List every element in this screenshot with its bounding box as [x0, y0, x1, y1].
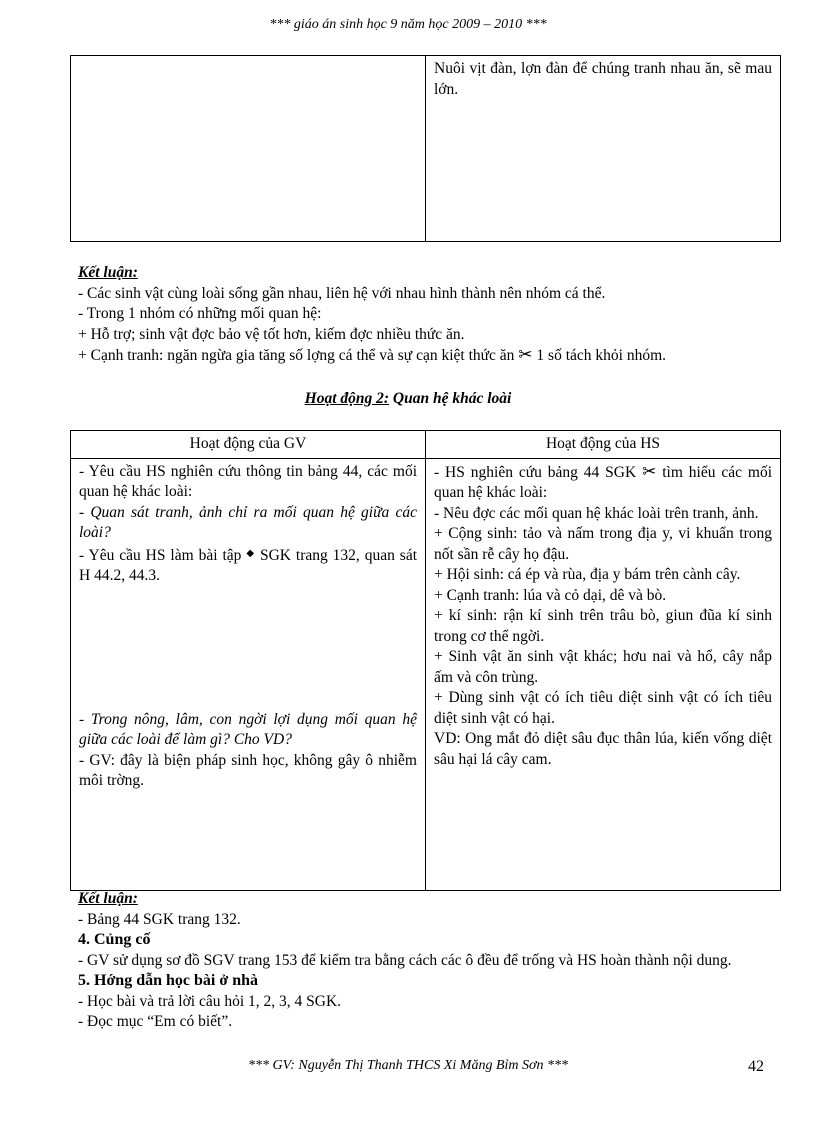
gv-line: - Yêu cầu HS làm bài tập ◆ SGK trang 132, quan sát H 44.2, 44.3. [79, 546, 417, 584]
header-gv: Hoạt động của GV [71, 431, 426, 459]
activity-table [70, 430, 781, 891]
hs-line: - HS nghiên cứu bảng 44 SGK ✂ tìm hiểu các mối quan hệ khác loài: [434, 461, 772, 501]
section-4-line: - GV sử dụng sơ đồ SGV trang 153 để kiểm tra bằng cách các ô đều để trống và HS hoàn thành nội dung. [78, 951, 732, 969]
gv-line: - GV: đây là biện pháp sinh học, không gây ô nhiễm môi trờng. [79, 751, 417, 789]
continued-activity-table [70, 55, 781, 242]
section-4-title: 4. Củng cố [78, 931, 151, 948]
hs-line: + Sinh vật ăn sinh vật khác; hơu nai và hổ, cây nắp ấm và côn trùng. [434, 648, 772, 686]
conclusion-line: - Các sinh vật cùng loài sống gần nhau, liên hệ với nhau hình thành nên nhóm cá thể. [78, 284, 606, 302]
section-5-line: - Đọc mục “Em có biết”. [78, 1013, 233, 1030]
gv-cell-empty [71, 56, 426, 242]
hs-line: + Dùng sinh vật có ích tiêu diệt sinh vật có ích tiêu diệt sinh vật có hại. [434, 689, 772, 727]
gv-question: - Trong nông, lâm, con ngời lợi dụng mối quan hệ giữa các loài để làm gì? Cho VD? [79, 710, 417, 748]
page-header: *** giáo án sinh học 9 năm học 2009 – 2010 *** [269, 17, 547, 32]
header-hs: Hoạt động của HS [426, 431, 781, 459]
hs-line: + kí sinh: rận kí sinh trên trâu bò, giun đũa kí sinh trong cơ thể ngời. [434, 607, 772, 645]
hs-line: + Cạnh tranh: lúa và cỏ dại, dê và bò. [434, 586, 667, 604]
scissors-icon: ✂ [642, 461, 657, 482]
bullet-diamond-icon: ◆ [246, 547, 256, 559]
conclusion-title: Kết luận: [78, 264, 138, 281]
hs-line: - Nêu đợc các mối quan hệ khác loài trên tranh, ảnh. [434, 504, 759, 522]
hs-cell: Nuôi vịt đàn, lợn đàn để chúng tranh nhau ăn, sẽ mau lớn. [426, 56, 781, 242]
hs-line: VD: Ong mắt đỏ diệt sâu đục thân lúa, kiến vống diệt sâu hại lá cây cam. [434, 730, 772, 768]
page-footer: *** GV: Nguyễn Thị Thanh THCS Xi Măng Bỉm Sơn *** [247, 1058, 568, 1073]
gv-question: - Quan sát tranh, ảnh chỉ ra mối quan hệ giữa các loài? [79, 503, 417, 541]
conclusion-title: Kết luận: [78, 890, 138, 907]
conclusion-line: + Hỗ trợ; sinh vật đợc bảo vệ tốt hơn, kiếm đợc nhiều thức ăn. [78, 325, 465, 343]
section-5-title: 5. Hớng dẫn học bài ở nhà [78, 972, 258, 989]
conclusion-2 [78, 889, 778, 1033]
conclusion-line: + Cạnh tranh: ngăn ngừa gia tăng số lợng cá thể và sự cạn kiệt thức ăn ✂ 1 số tách khỏi nhóm. [78, 345, 667, 365]
conclusion-line: - Bảng 44 SGK trang 132. [78, 910, 241, 928]
section-5-line: - Học bài và trả lời câu hỏi 1, 2, 3, 4 SGK. [78, 992, 342, 1010]
gv-line: - Yêu cầu HS nghiên cứu thông tin bảng 44, các mối quan hệ khác loài: [79, 462, 417, 500]
conclusion-line: - Trong 1 nhóm có những mối quan hệ: [78, 305, 322, 322]
hs-cell [426, 458, 781, 890]
scissors-icon: ✂ [518, 345, 533, 365]
page-number: 42 [748, 1058, 764, 1075]
gv-cell [71, 458, 426, 890]
conclusion-1 [78, 263, 778, 367]
hs-line: + Hội sinh: cá ép và rùa, địa y bám trên cành cây. [434, 566, 741, 583]
hs-line: + Cộng sinh: tảo và nấm trong địa y, vi khuẩn trong nốt sần rễ cây họ đậu. [434, 525, 772, 563]
activity-2-heading: Hoạt động 2: Quan hệ khác loài [304, 390, 512, 407]
